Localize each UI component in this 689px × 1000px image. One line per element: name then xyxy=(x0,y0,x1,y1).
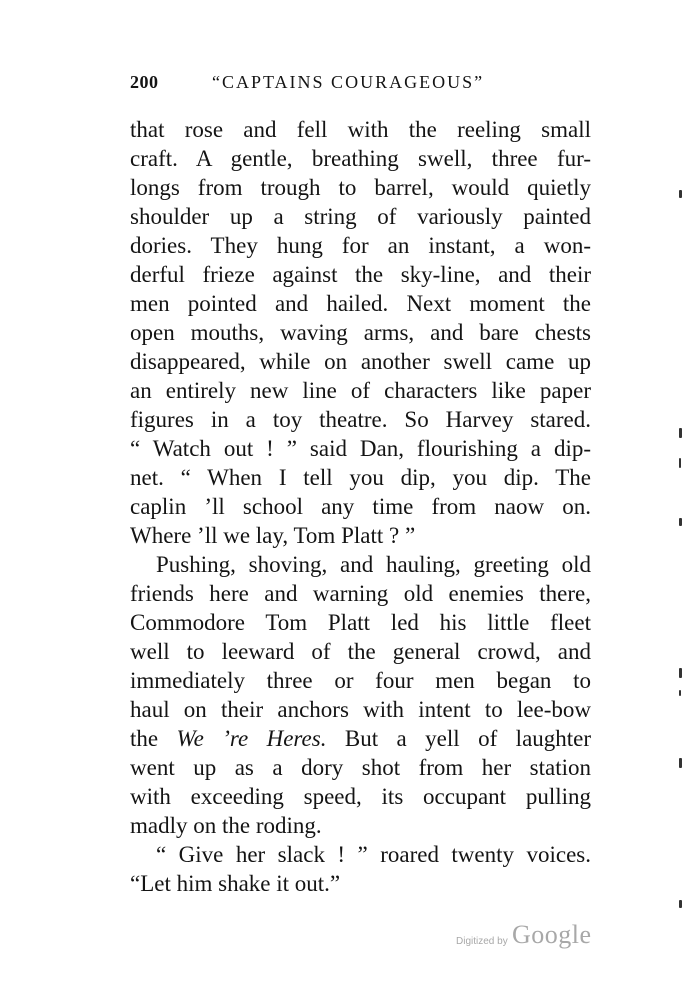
text-line: derful frieze against the sky-line, and their xyxy=(130,262,591,287)
digitized-by-google-watermark xyxy=(456,920,596,960)
text-line: haul on their anchors with intent to lee-bow xyxy=(130,697,591,722)
edge-mark xyxy=(679,518,682,526)
edge-mark xyxy=(679,668,682,678)
text-line: net. “ When I tell you dip, you dip. The xyxy=(130,465,591,490)
edge-mark xyxy=(679,758,682,768)
text-line: Pushing, shoving, and hauling, greeting old xyxy=(156,552,591,577)
text-line: Where ’ll we lay, Tom Platt ? ” xyxy=(130,523,416,548)
text-line: craft. A gentle, breathing swell, three fur- xyxy=(130,146,591,171)
text-line: open mouths, waving arms, and bare chests xyxy=(130,320,591,345)
edge-mark xyxy=(679,190,682,198)
text-line: longs from trough to barrel, would quietly xyxy=(130,175,591,200)
page-header xyxy=(130,70,590,100)
text-line: well to leeward of the general crowd, and xyxy=(130,639,591,664)
google-logo: Google xyxy=(512,920,592,949)
running-head: “CAPTAINS COURAGEOUS” xyxy=(212,72,485,92)
text-line: “Let him shake it out.” xyxy=(130,871,341,896)
text-line: that rose and fell with the reeling small xyxy=(130,117,591,142)
text-line: dories. They hung for an instant, a won- xyxy=(130,233,591,258)
text-line: figures in a toy theatre. So Harvey stared. xyxy=(130,407,591,432)
text-line: “ Watch out ! ” said Dan, flourishing a dip- xyxy=(130,436,591,461)
edge-mark xyxy=(679,900,682,908)
text-line: “ Give her slack ! ” roared twenty voices. xyxy=(156,842,591,867)
text-line: men pointed and hailed. Next moment the xyxy=(130,291,591,316)
text-line: madly on the roding. xyxy=(130,813,322,838)
text-line: immediately three or four men began to xyxy=(130,668,591,693)
text-line-with-italic xyxy=(130,724,591,753)
text-line: friends here and warning old enemies there, xyxy=(130,581,591,606)
text-line: went up as a dory shot from her station xyxy=(130,755,591,780)
line-rest: But a yell of laughter xyxy=(344,726,591,751)
text-line: an entirely new line of characters like paper xyxy=(130,378,591,403)
page-number: 200 xyxy=(130,72,159,92)
text-line: shoulder up a string of variously painted xyxy=(130,204,591,229)
edge-mark xyxy=(679,428,682,438)
line-start: the xyxy=(130,726,159,751)
text-line: with exceeding speed, its occupant pulling xyxy=(130,784,591,809)
text-line: Commodore Tom Platt led his little fleet xyxy=(130,610,591,635)
vessel-name: We ’re Heres. xyxy=(176,726,327,751)
scan-edge-marks xyxy=(677,0,689,1000)
body-text xyxy=(130,115,591,898)
edge-mark xyxy=(679,690,681,696)
edge-mark xyxy=(679,458,681,468)
text-line: caplin ’ll school any time from naow on. xyxy=(130,494,591,519)
digitized-label: Digitized by xyxy=(456,936,508,947)
text-line: disappeared, while on another swell came up xyxy=(130,349,591,374)
